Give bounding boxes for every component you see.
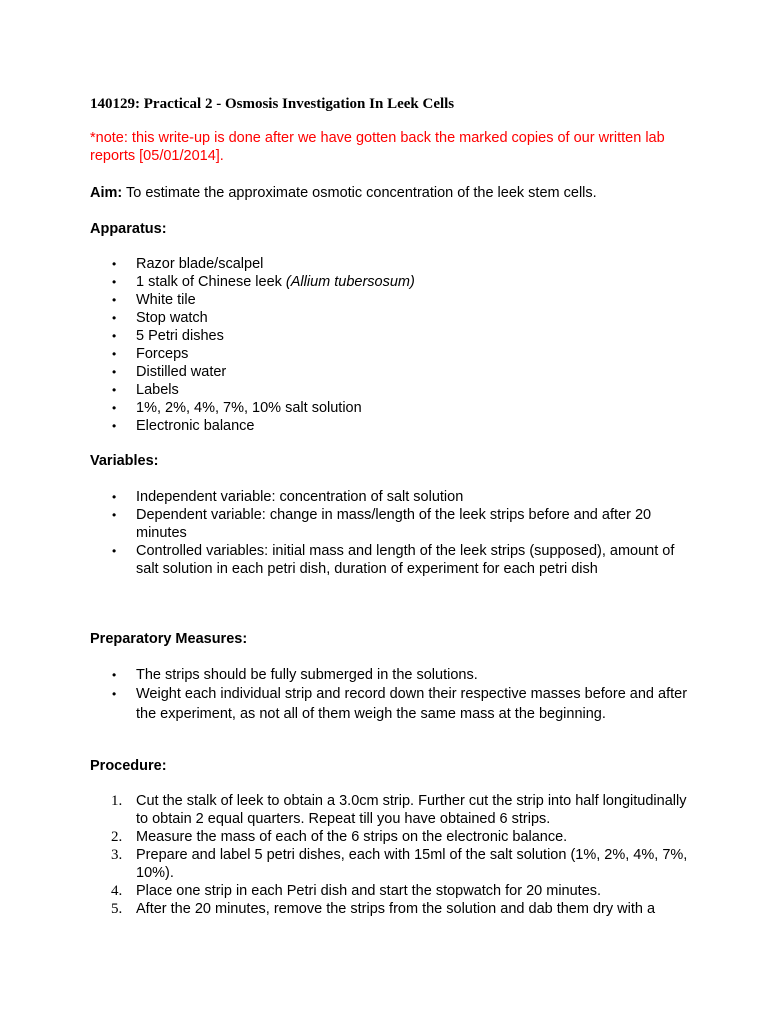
list-item: • Distilled water [90, 363, 690, 381]
step-text: After the 20 minutes, remove the strips from the solution and dab them dry with a [136, 901, 656, 917]
preparatory-heading: Preparatory Measures: [90, 631, 248, 647]
list-item: • Independent variable: concentration of salt solution [90, 488, 690, 506]
step-number: 2. [111, 829, 123, 845]
list-item: • White tile [90, 291, 690, 309]
list-item: • Stop watch [90, 309, 690, 327]
list-item: • Dependent variable: change in mass/length of the leek strips before and after 20 minutes [90, 506, 690, 542]
procedure-step [90, 828, 690, 846]
variables-list [90, 488, 690, 578]
step-number: 4. [111, 883, 123, 899]
step-text: Place one strip in each Petri dish and start the stopwatch for 20 minutes. [136, 883, 602, 899]
step-number: 3. [111, 847, 123, 863]
step-text: Measure the mass of each of the 6 strips on the electronic balance. [136, 829, 568, 845]
step-number: 5. [111, 901, 123, 917]
list-item: • Weight each individual strip and record down their respective masses before and after the experiment, as not all of them weigh the same mass at the beginning. [90, 684, 690, 724]
procedure-step [90, 900, 690, 918]
document-title: 140129: Practical 2 - Osmosis Investigation In Leek Cells [90, 96, 455, 112]
procedure-step [90, 792, 690, 828]
species-name: (Allium tubersosum) [285, 274, 415, 290]
procedure-step [90, 846, 690, 882]
list-item: • 5 Petri dishes [90, 327, 690, 345]
step-text: Prepare and label 5 petri dishes, each with 15ml of the salt solution (1%, 2%, 4%, 7%, 10%). [136, 847, 688, 881]
list-item-text: 1 stalk of Chinese leek [136, 274, 286, 290]
variables-heading: Variables: [90, 453, 159, 469]
note-text: *note: this write-up is done after we have gotten back the marked copies of our written lab reports [05/01/2014]. [90, 130, 665, 164]
list-item: • The strips should be fully submerged in the solutions. [90, 666, 690, 684]
aim-label: Aim: [90, 185, 123, 201]
list-item [90, 273, 690, 291]
list-item: • Forceps [90, 345, 690, 363]
apparatus-list [90, 255, 690, 435]
procedure-step [90, 882, 690, 900]
step-number: 1. [111, 793, 123, 809]
list-item: • Razor blade/scalpel [90, 255, 690, 273]
list-item: • Controlled variables: initial mass and length of the leek strips (supposed), amount of salt solution in each petri dish, duration of experiment for each petri dish [90, 542, 690, 578]
list-item: • 1%, 2%, 4%, 7%, 10% salt solution [90, 399, 690, 417]
preparatory-list [90, 666, 690, 724]
aim-text: To estimate the approximate osmotic concentration of the leek stem cells. [122, 185, 597, 201]
list-item: • Labels [90, 381, 690, 399]
step-text: Cut the stalk of leek to obtain a 3.0cm strip. Further cut the strip into half longitudinally to obtain 2 equal quarters. Repeat till you have obtained 6 strips. [136, 793, 687, 827]
aim-line [90, 184, 597, 202]
procedure-heading: Procedure: [90, 758, 167, 774]
list-item: • Electronic balance [90, 417, 690, 435]
procedure-list [90, 792, 690, 918]
apparatus-heading: Apparatus: [90, 221, 167, 237]
